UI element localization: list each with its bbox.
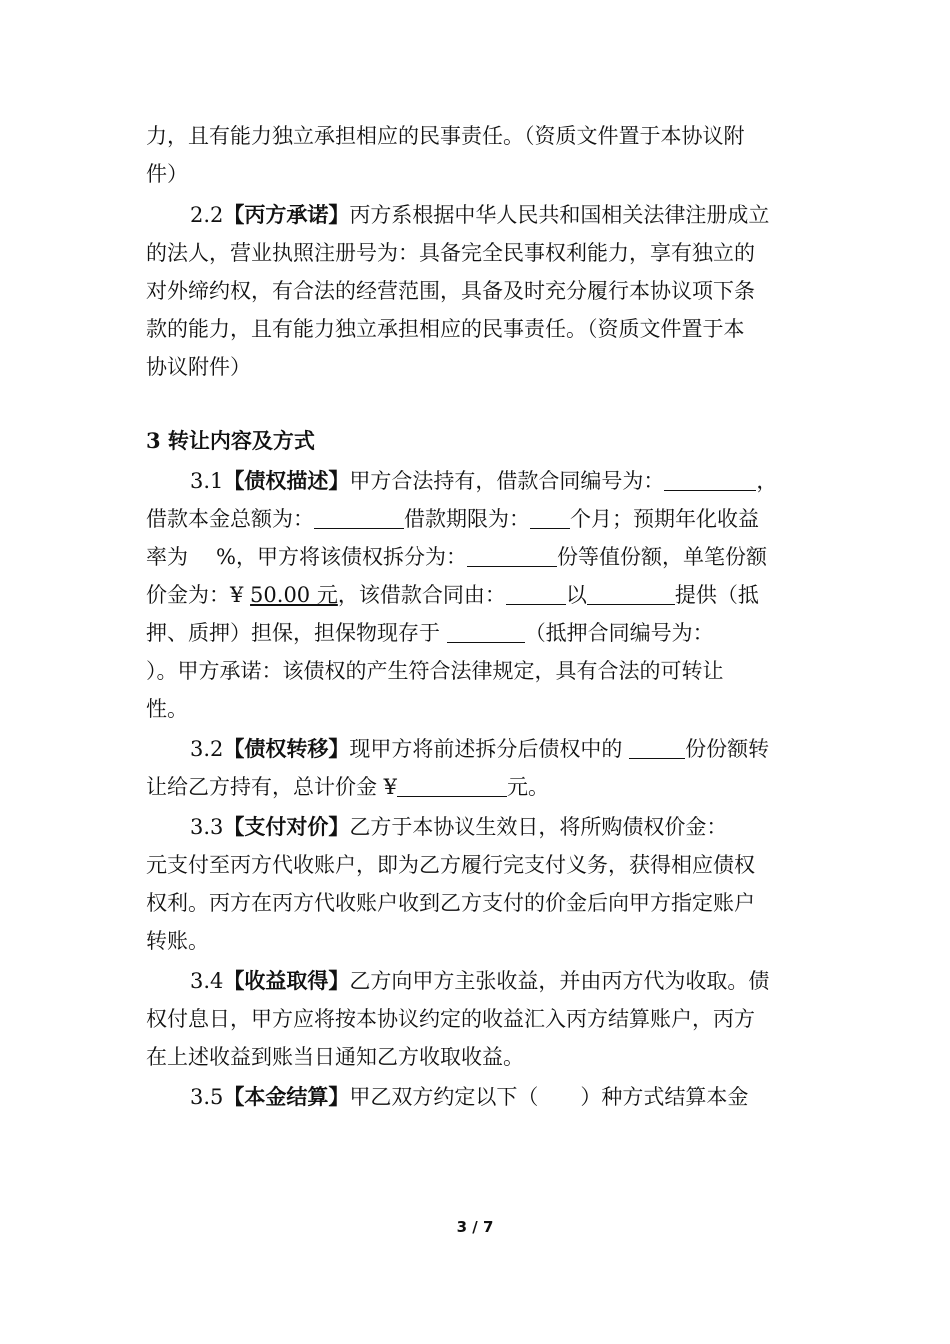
clause-text: %，甲方将该债权拆分为： bbox=[216, 545, 467, 569]
clause-text: 元。 bbox=[507, 775, 550, 799]
collateral-location-blank bbox=[447, 622, 525, 643]
clause-3-4-line bbox=[190, 967, 769, 995]
clause-2-1-line: 力，且有能力独立承担相应的民事责任。（资质文件置于本协议附 bbox=[146, 124, 745, 148]
clause-title: 【支付对价】 bbox=[223, 814, 350, 839]
clause-number: 3.3 bbox=[190, 815, 224, 839]
principal-amount-blank bbox=[314, 508, 404, 529]
clause-text: 借款本金总额为： bbox=[146, 507, 314, 531]
clause-text: 份份额转 bbox=[685, 737, 770, 761]
clause-text: 现甲方将前述拆分后债权中的 bbox=[349, 737, 630, 761]
clause-text: 率为 bbox=[146, 545, 188, 569]
clause-3-1-line: ）。甲方承诺：该债权的产生符合法律规定，具有合法的可转让 bbox=[146, 659, 724, 683]
clause-3-1-line bbox=[146, 505, 759, 533]
clause-3-1-line bbox=[146, 543, 767, 571]
clause-text: 押、质押）担保，担保物现存于 bbox=[146, 621, 447, 645]
clause-title: 【丙方承诺】 bbox=[223, 202, 350, 227]
clause-3-1-line: 性。 bbox=[146, 697, 188, 721]
clause-text: 价金为：¥ bbox=[146, 583, 251, 607]
clause-3-3-line: 权利。丙方在丙方代收账户收到乙方支付的价金后向甲方指定账户 bbox=[146, 891, 755, 915]
clause-text: 借款期限为： bbox=[404, 507, 530, 531]
clause-2-2-line: 的法人，营业执照注册号为：具备完全民事权利能力，享有独立的 bbox=[146, 241, 755, 265]
clause-number: 3.1 bbox=[190, 469, 224, 493]
clause-2-2-line bbox=[190, 201, 769, 229]
clause-3-5-line bbox=[190, 1083, 748, 1111]
clause-text: 份等值份额，单笔份额 bbox=[556, 545, 767, 569]
clause-number: 3.5 bbox=[190, 1085, 224, 1109]
clause-3-1-line bbox=[190, 467, 777, 495]
guarantor-blank bbox=[506, 584, 566, 605]
loan-term-blank bbox=[530, 508, 570, 529]
clause-title: 【收益取得】 bbox=[223, 968, 350, 993]
clause-3-3-line bbox=[190, 813, 727, 841]
collateral-blank bbox=[587, 584, 675, 605]
section-3-heading: 3 转让内容及方式 bbox=[146, 428, 315, 453]
clause-2-2-line: 协议附件） bbox=[146, 355, 251, 379]
clause-text: 个月；预期年化收益 bbox=[570, 507, 759, 531]
clause-3-4-line: 权付息日，甲方应将按本协议约定的收益汇入丙方结算账户，丙方 bbox=[146, 1007, 755, 1031]
clause-2-1-line: 件） bbox=[146, 162, 188, 186]
clause-3-3-line: 转账。 bbox=[146, 929, 209, 953]
clause-number: 3.2 bbox=[190, 737, 224, 761]
clause-number: 3.4 bbox=[190, 969, 224, 993]
clause-3-1-line bbox=[146, 581, 759, 609]
clause-text: ，该借款合同由： bbox=[337, 583, 506, 607]
clause-text: 丙方系根据中华人民共和国相关法律注册成立 bbox=[349, 203, 770, 227]
contract-number-blank bbox=[664, 470, 756, 491]
clause-text: 甲方合法持有，借款合同编号为： bbox=[349, 469, 665, 493]
clause-2-2-line: 对外缔约权，有合法的经营范围，具备及时充分履行本协议项下条 bbox=[146, 279, 755, 303]
share-count-blank bbox=[467, 546, 557, 567]
clause-text: 以 bbox=[565, 583, 587, 607]
clause-3-4-line: 在上述收益到账当日通知乙方收取收益。 bbox=[146, 1045, 524, 1069]
clause-3-2-line bbox=[190, 735, 769, 763]
clause-text: ， bbox=[756, 469, 778, 493]
total-price-blank bbox=[397, 776, 507, 797]
clause-text: 提供（抵 bbox=[674, 583, 759, 607]
clause-text: 乙方于本协议生效日，将所购债权价金： bbox=[349, 815, 728, 839]
clause-text: （抵押合同编号为： bbox=[524, 621, 714, 645]
clause-title: 【债权描述】 bbox=[223, 468, 350, 493]
clause-title: 【本金结算】 bbox=[223, 1084, 350, 1109]
clause-3-2-line bbox=[146, 773, 549, 801]
clause-text: 甲乙双方约定以下（ ）种方式结算本金 bbox=[349, 1085, 749, 1109]
transfer-share-blank bbox=[629, 738, 685, 759]
share-price-value: 50.00 元 bbox=[250, 583, 338, 607]
clause-text: 让给乙方持有，总计价金 ¥ bbox=[146, 775, 398, 799]
clause-3-1-line bbox=[146, 619, 714, 647]
clause-2-2-line: 款的能力，且有能力独立承担相应的民事责任。（资质文件置于本 bbox=[146, 317, 745, 341]
clause-number: 2.2 bbox=[190, 203, 224, 227]
clause-3-3-line: 元支付至丙方代收账户，即为乙方履行完支付义务，获得相应债权 bbox=[146, 853, 755, 877]
page-number: 3 / 7 bbox=[456, 1218, 494, 1236]
clause-text: 乙方向甲方主张收益，并由丙方代为收取。债 bbox=[349, 969, 770, 993]
clause-title: 【债权转移】 bbox=[223, 736, 350, 761]
